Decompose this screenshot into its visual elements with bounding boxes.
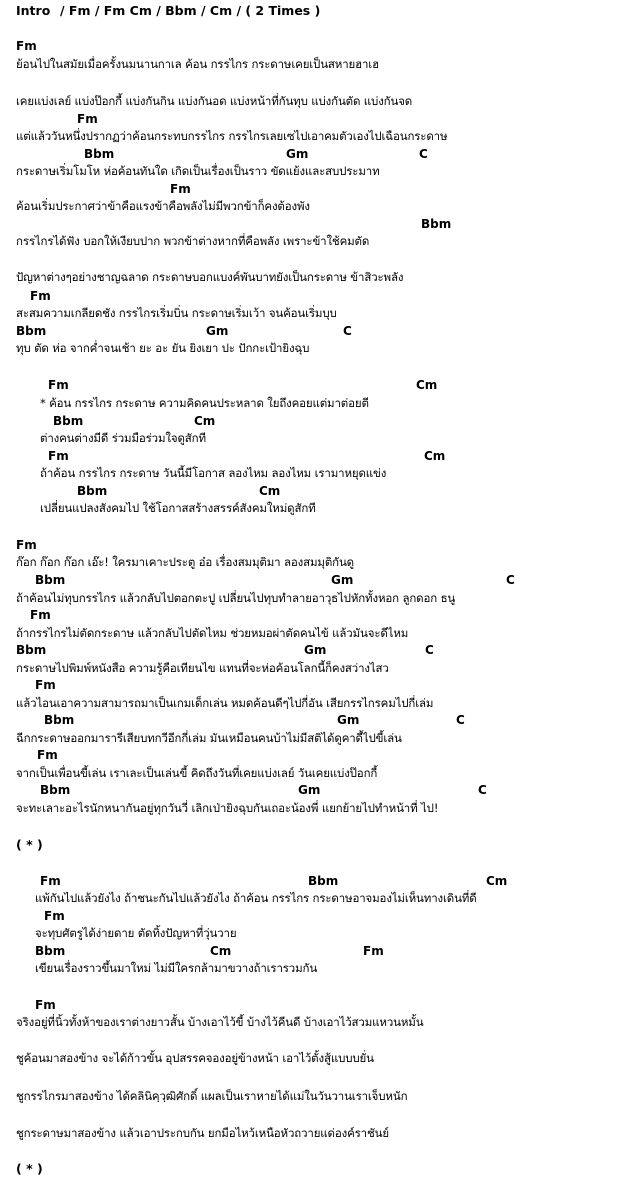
lyric-line: ก๊อก ก๊อก ก๊อก เอ๊ะ! ใครมาเคาะประตู อ๋อ เรื่องสมมุติมา ลองสมมุติกันดู bbox=[16, 555, 355, 569]
chord-bbm: Bbm bbox=[40, 783, 71, 797]
chord-line bbox=[0, 781, 620, 799]
chord-line bbox=[0, 942, 620, 960]
chord-fm: Fm bbox=[363, 944, 384, 958]
lyric-line: ถ้าค้อนไม่ทุบกรรไกร แล้วกลับไปตอกตะปู เปลี่ยนไปทุบทำลายอาวุธไปหักทั้งหอก ลูกดอก ธนู bbox=[16, 591, 456, 605]
chord-line bbox=[0, 711, 620, 729]
chord-cm: Cm bbox=[259, 484, 281, 498]
chord-line bbox=[0, 746, 620, 764]
lyric-line: เคยแบ่งเลย์ แบ่งป๊อกกี้ แบ่งกันกิน แบ่งกันอด แบ่งหน้าที่กันทุบ แบ่งกันตัด แบ่งกันจด bbox=[16, 94, 413, 108]
chord-bbm: Bbm bbox=[16, 324, 47, 338]
lyric-line: ฉีกกระดาษออกมารารีเสียบทกวีอีกกี่เล่ม มันเหมือนคนบ้าไม่มีสติได้ดูคาดี้ไปขี้เล่น bbox=[16, 731, 402, 745]
chord-bbm: Bbm bbox=[44, 713, 75, 727]
chord-gm: Gm bbox=[206, 324, 229, 338]
chord-line bbox=[0, 322, 620, 340]
chord-c: C bbox=[425, 643, 434, 657]
chord-bbm: Bbm bbox=[84, 147, 115, 161]
chord-cm: Cm bbox=[210, 944, 232, 958]
lyric-line: ค้อนเริ่มประกาศว่าข้าคือแรงข้าคือพลังไม่มีพวกข้าก็คงต้องพัง bbox=[16, 199, 310, 213]
lyric-line: สะสมความเกลียดชัง กรรไกรเริ่มบิ่น กระดาษเริ่มเว้า จนค้อนเริ่มบุบ bbox=[16, 306, 337, 320]
lyric-line: ต่างคนต่างมีดี ร่วมมือร่วมใจดูสักที bbox=[40, 431, 206, 445]
chord-c: C bbox=[456, 713, 465, 727]
chord-line bbox=[0, 287, 620, 305]
lyric-line: ย้อนไปในสมัยเมื่อครั้งนมนานกาเล ค้อน กรรไกร กระดาษเคยเป็นสหายฮาเฮ bbox=[16, 57, 379, 71]
chord-line bbox=[0, 412, 620, 430]
chord-cm: Cm bbox=[194, 414, 216, 428]
chord-line bbox=[0, 571, 620, 589]
chord-gm: Gm bbox=[331, 573, 354, 587]
lyric-line: จริงอยู่ที่นิ้วทั้งห้าของเราต่างยาวสั้น บ้างเอาไว้ขี้ บ้างไว้คีนดี บ้างเอาไว้สวมแหวนหมั้น bbox=[16, 1015, 424, 1029]
chord-line bbox=[0, 37, 620, 55]
lyric-line: ชูค้อนมาสองข้าง จะได้ก้าวขั้น อุปสรรคจองอยู่ข้างหน้า เอาไว้ตั้งสู้แบบบยั่น bbox=[16, 1051, 374, 1065]
chord-c: C bbox=[419, 147, 428, 161]
chord-fm: Fm bbox=[35, 998, 56, 1012]
lyric-line: จากเป็นเพื่อนขี้เล่น เราเละเป็นเล่นขี้ คิดถึงวันที่เคยแบ่งเลย์ วันเคยแบ่งป๊อกกี้ bbox=[16, 766, 378, 780]
lyric-line: กระดาษเริ่มโมโห ห่อค้อนทันใด เกิดเป็นเรื่องเป็นราว ขัดแย้งและสบประมาท bbox=[16, 164, 380, 178]
chord-fm: Fm bbox=[30, 608, 51, 622]
chorus-repeat: ( * ) bbox=[16, 1161, 43, 1176]
chord-fm: Fm bbox=[44, 909, 65, 923]
chord-line bbox=[0, 676, 620, 694]
chord-gm: Gm bbox=[337, 713, 360, 727]
chord-fm: Fm bbox=[170, 182, 191, 196]
chord-bbm: Bbm bbox=[308, 874, 339, 888]
chord-line bbox=[0, 996, 620, 1014]
lyric-line: จะทะเลาะอะไรนักหนากันอยู่ทุกวันวี่ เลิกเป่ายิงฉุบกันเถอะน้องพี่ แยกย้ายไปทำหน้าที่ ไป! bbox=[16, 801, 439, 815]
chord-cm: Cm bbox=[486, 874, 508, 888]
lyric-line: เขียนเรื่องราวขึ้นมาใหม่ ไม่มีใครกล้ามาขวางถ้าเรารวมกัน bbox=[35, 961, 318, 975]
chord-fm: Fm bbox=[30, 289, 51, 303]
lyric-line: จะทุบศัตรูได้ง่ายดาย ตัดทิ้งปัญหาที่วุ่นวาย bbox=[35, 926, 237, 940]
intro-line bbox=[0, 2, 620, 20]
chord-fm: Fm bbox=[16, 39, 37, 53]
chord-fm: Fm bbox=[37, 748, 58, 762]
chord-fm: Fm bbox=[16, 538, 37, 552]
chord-line bbox=[0, 907, 620, 925]
chord-line bbox=[0, 110, 620, 128]
lyric-line: ทุบ ตัด ห่อ จากค่ำจนเช้า ยะ อะ ยัน ยิงเยา ปะ ปักกะเป้ายิงฉุบ bbox=[16, 341, 310, 355]
lyric-line: เปลี่ยนแปลงสังคมไป ใช้โอกาสสร้างสรรค์สังคมใหม่ดูสักที bbox=[40, 501, 316, 515]
chord-line bbox=[0, 641, 620, 659]
chord-gm: Gm bbox=[286, 147, 309, 161]
lyric-line: ชูกระดาษมาสองข้าง แล้วเอาประกบกัน ยกมือไหว้เหนือหัวถวายแด่องค์ราชันย์ bbox=[16, 1126, 389, 1140]
chord-bbm: Bbm bbox=[35, 944, 66, 958]
chord-line bbox=[0, 180, 620, 198]
lyric-line: แพ้กันไปแล้วยังไง ถ้าชนะกันไปแล้วยังไง ถ้าค้อน กรรไกร กระดาษอาจมองไม่เห็นทางเดินที่ดี bbox=[35, 891, 477, 905]
lyric-line: * ค้อน กรรไกร กระดาษ ความคิดคนประหลาด ใยถึงคอยแต่มาต่อยตี bbox=[40, 396, 369, 410]
lyric-line: ปัญหาต่างๆอย่างชาญฉลาด กระดาษบอกแบงค์พันบาทยังเป็นกระดาษ ข้าสิวะพลัง bbox=[16, 270, 404, 284]
chord-gm: Gm bbox=[304, 643, 327, 657]
lyric-line: แล้วไอนเอาความสามารถมาเป็นเกมเด็กเล่น หมดค้อนดีๆไปกี่อัน เสียกรรไกรคมไปกี่เล่ม bbox=[16, 696, 434, 710]
chord-line bbox=[0, 872, 620, 890]
lyric-line: ถ้าค้อน กรรไกร กระดาษ วันนี้มีโอกาส ลองไหม ลองไหม เรามาหยุดแข่ง bbox=[40, 466, 387, 480]
chord-fm: Fm bbox=[40, 874, 61, 888]
chord-line bbox=[0, 447, 620, 465]
chord-gm: Gm bbox=[298, 783, 321, 797]
chord-line bbox=[0, 145, 620, 163]
lyric-line: ถ้ากรรไกรไม่ตัดกระดาษ แล้วกลับไปตัดไหม ช่วยหมอผ่าตัดคนไข้ แล้วมันจะดีไหม bbox=[16, 626, 409, 640]
chord-cm: Cm bbox=[424, 449, 446, 463]
chord-line bbox=[0, 215, 620, 233]
chord-line bbox=[0, 376, 620, 394]
chord-line bbox=[0, 606, 620, 624]
chord-fm: Fm bbox=[48, 449, 69, 463]
chord-bbm: Bbm bbox=[16, 643, 47, 657]
chord-cm: Cm bbox=[416, 378, 438, 392]
chord-fm: Fm bbox=[77, 112, 98, 126]
chorus-repeat: ( * ) bbox=[16, 837, 43, 852]
chord-line bbox=[0, 482, 620, 500]
chord-bbm: Bbm bbox=[35, 573, 66, 587]
chord-fm: Fm bbox=[48, 378, 69, 392]
intro-progression: / Fm / Fm Cm / Bbm / Cm / ( 2 Times ) bbox=[60, 3, 321, 18]
lyric-line: กระดาษไปพิมพ์หนังสือ ความรู้คือเทียนไข แทนที่จะห่อค้อนโลกนี้ก็คงสว่างไสว bbox=[16, 661, 389, 675]
intro-label: Intro bbox=[16, 3, 51, 18]
chord-c: C bbox=[343, 324, 352, 338]
chord-bbm: Bbm bbox=[53, 414, 84, 428]
lyric-line: กรรไกรได้ฟัง บอกให้เงียบปาก พวกข้าต่างหากที่คือพลัง เพราะข้าใช้คมตัด bbox=[16, 234, 370, 248]
chord-line bbox=[0, 536, 620, 554]
chord-c: C bbox=[506, 573, 515, 587]
chord-bbm: Bbm bbox=[77, 484, 108, 498]
chord-bbm: Bbm bbox=[421, 217, 452, 231]
lyric-line: แต่แล้ววันหนึ่งปรากฏว่าค้อนกระทบกรรไกร กรรไกรเลยเซไปเอาคมตัวเองไปเฉือนกระดาษ bbox=[16, 129, 448, 143]
lyric-line: ชูกรรไกรมาสองข้าง ได้คลินิคฺวฺฒิศักดิ์ แผลเป็นเราหายได้แม่ในวันวานเราเจ็บหนัก bbox=[16, 1089, 408, 1103]
chord-fm: Fm bbox=[35, 678, 56, 692]
chord-c: C bbox=[478, 783, 487, 797]
